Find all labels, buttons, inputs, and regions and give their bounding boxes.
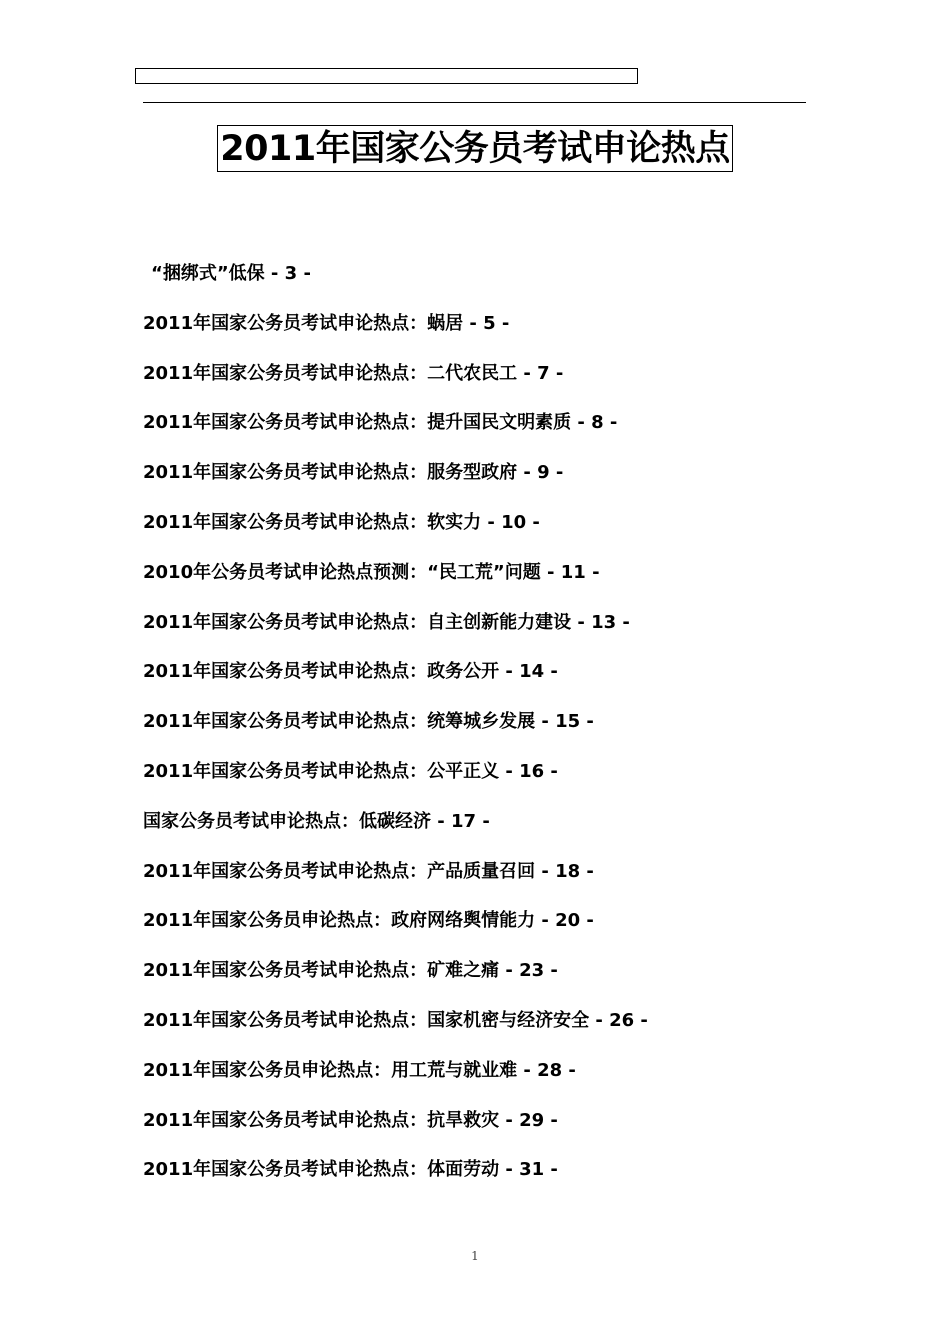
toc-entry[interactable]: 2011年国家公务员考试申论热点：统筹城乡发展 - 15 -	[143, 711, 594, 733]
toc-entry[interactable]: “捆绑式”低保 - 3 -	[151, 263, 311, 284]
toc-entry[interactable]: 2011年国家公务员考试申论热点：矿难之痛 - 23 -	[143, 960, 558, 982]
toc-entry[interactable]: 2011年国家公务员考试申论热点：政务公开 - 14 -	[143, 661, 558, 683]
table-of-contents	[143, 262, 843, 1208]
toc-entry[interactable]: 2011年国家公务员考试申论热点：蜗居 - 5 -	[143, 312, 510, 334]
toc-entry[interactable]: 2011年国家公务员考试申论热点：国家机密与经济安全 - 26 -	[143, 1009, 648, 1031]
toc-entry[interactable]: 2011年国家公务员考试申论热点：抗旱救灾 - 29 -	[143, 1109, 558, 1131]
toc-entry[interactable]: 2011年国家公务员申论热点：政府网络舆情能力 - 20 -	[143, 910, 594, 932]
toc-entry[interactable]: 2011年国家公务员考试申论热点：二代农民工 - 7 -	[143, 362, 564, 384]
toc-entry[interactable]: 2011年国家公务员考试申论热点：服务型政府 - 9 -	[143, 462, 564, 484]
toc-entry[interactable]: 2011年国家公务员考试申论热点：公平正义 - 16 -	[143, 760, 558, 782]
toc-entry[interactable]: 2011年国家公务员考试申论热点：自主创新能力建设 - 13 -	[143, 611, 630, 633]
toc-entry[interactable]: 2011年国家公务员考试申论热点：软实力 - 10 -	[143, 511, 540, 533]
toc-entry[interactable]: 2011年国家公务员考试申论热点：体面劳动 - 31 -	[143, 1159, 558, 1181]
header-box	[135, 68, 638, 84]
document-title: 2011年国家公务员考试申论热点	[217, 125, 732, 172]
toc-entry[interactable]: 2011年国家公务员考试申论热点：产品质量召回 - 18 -	[143, 860, 594, 882]
toc-entry[interactable]: 2011年国家公务员考试申论热点：提升国民文明素质 - 8 -	[143, 412, 618, 434]
toc-entry[interactable]: 国家公务员考试申论热点：低碳经济 - 17 -	[143, 810, 490, 832]
header-rule	[143, 102, 806, 103]
page-number: 1	[471, 1249, 479, 1263]
toc-entry[interactable]: 2011年国家公务员申论热点：用工荒与就业难 - 28 -	[143, 1059, 576, 1081]
title-wrap	[0, 125, 950, 172]
toc-entry[interactable]: 2010年公务员考试申论热点预测：“民工荒”问题 - 11 -	[143, 561, 600, 583]
